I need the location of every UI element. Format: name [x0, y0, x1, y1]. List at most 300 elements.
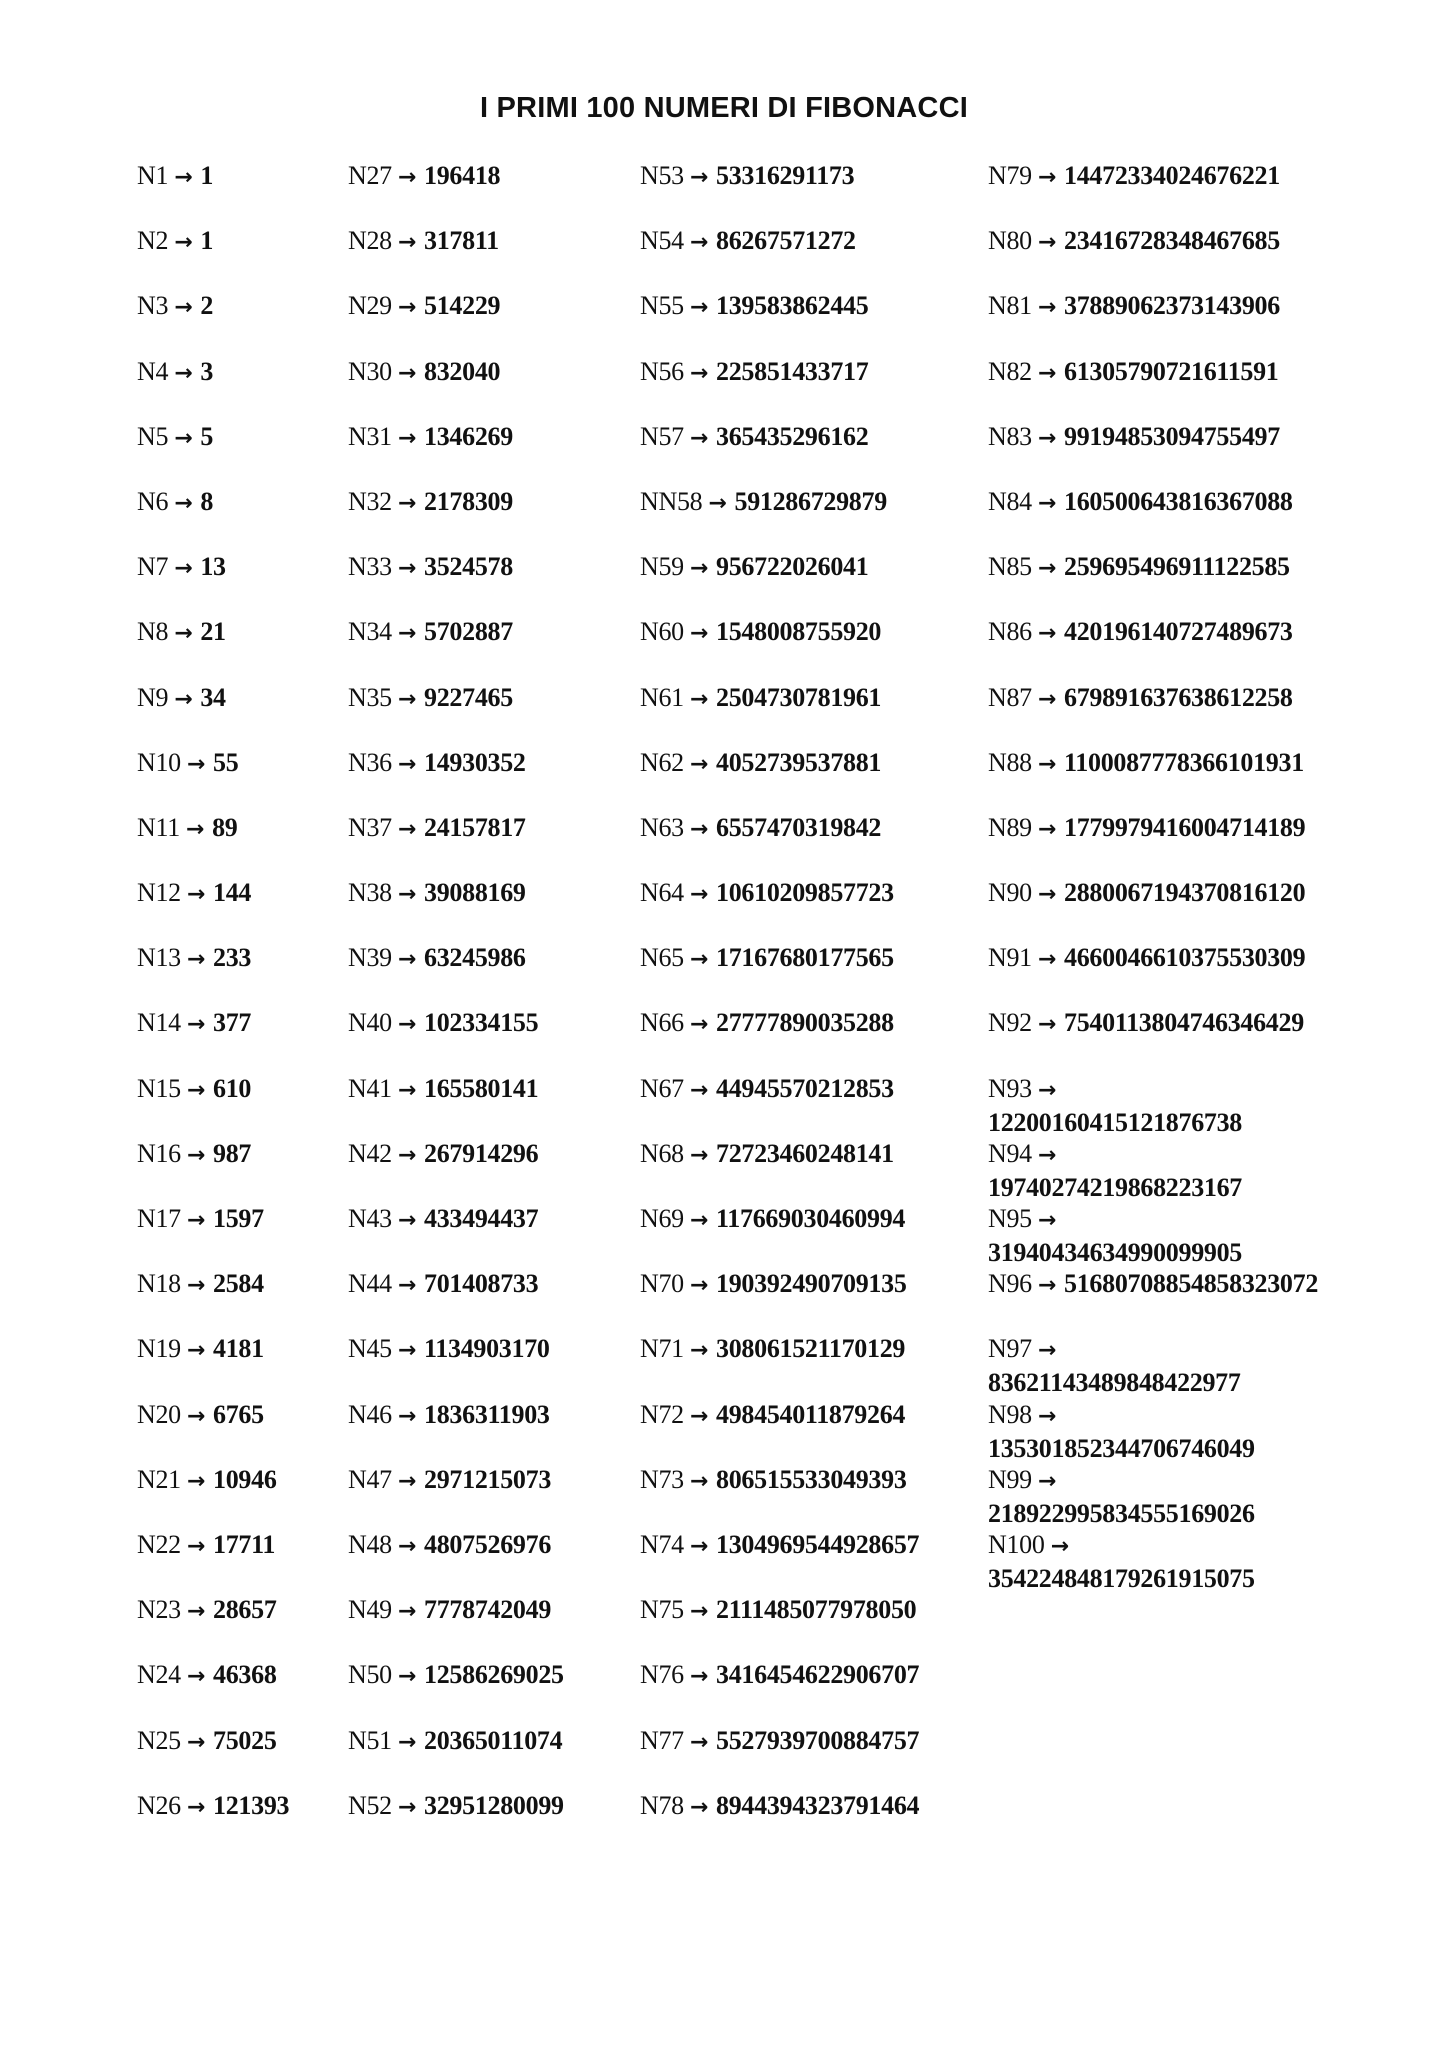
arrow-icon: →: [186, 751, 206, 777]
arrow-icon: →: [1037, 295, 1057, 321]
fibonacci-entry: [137, 877, 289, 942]
fibonacci-entry: [137, 1333, 289, 1398]
fibonacci-entry: [640, 1203, 919, 1268]
arrow-icon: →: [1050, 1533, 1069, 1559]
arrow-icon: →: [186, 1208, 206, 1233]
entry-value: 27777890035288: [716, 1008, 894, 1038]
entry-value: 89: [212, 812, 238, 842]
entry-value: 37889062373143906: [1064, 291, 1280, 321]
column-4: [988, 160, 1318, 1594]
arrow-icon: →: [1037, 360, 1057, 386]
fibonacci-entry: [988, 1529, 1318, 1594]
arrow-icon: →: [1037, 1468, 1057, 1494]
entry-label: N98: [988, 1399, 1032, 1429]
entry-label: N31: [348, 421, 392, 451]
entry-value: 8: [200, 486, 214, 516]
entry-value: 21: [200, 617, 226, 647]
arrow-icon: →: [186, 1403, 206, 1429]
fibonacci-entry: [348, 421, 564, 486]
fibonacci-entry: [348, 225, 564, 290]
fibonacci-entry: [137, 225, 289, 290]
entry-value: 2504730781961: [716, 682, 882, 712]
entry-label: N68: [640, 1138, 684, 1168]
entry-value: 12586269025: [424, 1660, 564, 1690]
entry-value: 160500643816367088: [1064, 486, 1293, 516]
fibonacci-entry: [348, 160, 564, 225]
fibonacci-entry: [640, 812, 919, 877]
entry-label: N35: [348, 682, 392, 712]
arrow-icon: →: [174, 230, 193, 256]
arrow-icon: →: [689, 816, 709, 842]
entry-value: 259695496911122585: [1064, 552, 1290, 582]
entry-label: N41: [348, 1073, 392, 1103]
entry-label: N61: [640, 682, 684, 712]
entry-label: N15: [137, 1073, 181, 1103]
entry-label: N65: [640, 943, 684, 973]
arrow-icon: →: [1037, 490, 1057, 516]
entry-label: N67: [640, 1073, 684, 1103]
entry-label: N38: [348, 878, 392, 908]
arrow-icon: →: [397, 621, 417, 647]
arrow-icon: →: [397, 1142, 417, 1168]
entry-label: N55: [640, 291, 684, 321]
entry-value: 86267571272: [716, 226, 856, 256]
fibonacci-entry: [137, 616, 289, 681]
fibonacci-entry: [137, 1725, 289, 1790]
entry-label: N20: [137, 1399, 181, 1429]
arrow-icon: →: [689, 1729, 709, 1755]
entry-value: 83621143489848422977: [988, 1368, 1241, 1398]
arrow-icon: →: [174, 621, 193, 647]
arrow-icon: →: [1037, 230, 1057, 256]
entry-label: N37: [348, 812, 392, 842]
arrow-icon: →: [397, 1273, 417, 1299]
entry-label: N22: [137, 1529, 181, 1559]
arrow-icon: →: [689, 165, 709, 190]
fibonacci-entry: [348, 1659, 564, 1724]
entry-label: N99: [988, 1464, 1032, 1494]
entry-label: N4: [137, 356, 169, 386]
entry-label: N97: [988, 1334, 1032, 1364]
fibonacci-entry: [988, 682, 1318, 747]
entry-value: 4660046610375530309: [1064, 943, 1306, 973]
entry-value: 34: [200, 682, 226, 712]
entry-value: 139583862445: [716, 291, 869, 321]
fibonacci-entry: [348, 1268, 564, 1333]
entry-value: 2: [200, 291, 214, 321]
arrow-icon: →: [397, 556, 417, 582]
entry-label: N52: [348, 1790, 392, 1820]
entry-value: 121393: [213, 1790, 290, 1820]
arrow-icon: →: [1037, 1077, 1057, 1103]
entry-value: 53316291173: [716, 161, 855, 190]
entry-value: 99194853094755497: [1064, 421, 1280, 451]
arrow-icon: →: [186, 1533, 206, 1559]
arrow-icon: →: [397, 295, 417, 321]
entry-value: 1304969544928657: [716, 1529, 920, 1559]
entry-value: 12200160415121876738: [988, 1107, 1243, 1137]
entry-value: 6765: [213, 1399, 264, 1429]
arrow-icon: →: [397, 165, 417, 190]
entry-value: 14930352: [424, 747, 526, 777]
entry-label: N83: [988, 421, 1032, 451]
arrow-icon: →: [397, 686, 417, 712]
entry-value: 14472334024676221: [1064, 161, 1280, 190]
fibonacci-entry: [988, 1203, 1318, 1268]
entry-label: N30: [348, 356, 392, 386]
arrow-icon: →: [186, 1729, 206, 1755]
column-2: [348, 160, 564, 1855]
fibonacci-entry: [988, 290, 1318, 355]
fibonacci-entry: [988, 356, 1318, 421]
entry-label: N79: [988, 161, 1032, 190]
entry-label: N27: [348, 161, 392, 190]
entry-value: 165580141: [424, 1073, 539, 1103]
entry-value: 679891637638612258: [1064, 682, 1293, 712]
arrow-icon: →: [689, 295, 709, 321]
arrow-icon: →: [397, 1403, 417, 1429]
entry-label: N92: [988, 1008, 1032, 1038]
arrow-icon: →: [186, 882, 206, 908]
arrow-icon: →: [689, 1664, 709, 1690]
fibonacci-entry: [348, 1399, 564, 1464]
arrow-icon: →: [689, 751, 709, 777]
arrow-icon: →: [186, 1794, 206, 1820]
arrow-icon: →: [174, 360, 193, 386]
entry-value: 13: [200, 552, 226, 582]
fibonacci-entry: [348, 1203, 564, 1268]
fibonacci-entry: [348, 877, 564, 942]
column-1: [137, 160, 289, 1855]
fibonacci-entry: [988, 812, 1318, 877]
fibonacci-entry: [988, 1268, 1318, 1333]
entry-value: 31940434634990099905: [988, 1238, 1243, 1267]
entry-value: 5: [200, 421, 214, 451]
entry-label: N16: [137, 1138, 181, 1168]
entry-value: 832040: [424, 356, 501, 386]
entry-label: N93: [988, 1073, 1032, 1103]
arrow-icon: →: [174, 556, 193, 582]
entry-label: N62: [640, 747, 684, 777]
entry-label: N12: [137, 878, 181, 908]
arrow-icon: →: [174, 490, 193, 516]
arrow-icon: →: [186, 1468, 206, 1494]
arrow-icon: →: [689, 1599, 709, 1625]
fibonacci-entry: [348, 747, 564, 812]
entry-value: 267914296: [424, 1138, 539, 1168]
column-3: [640, 160, 919, 1855]
entry-label: N17: [137, 1204, 181, 1233]
entry-label: N63: [640, 812, 684, 842]
arrow-icon: →: [174, 165, 193, 190]
entry-label: N84: [988, 486, 1032, 516]
arrow-icon: →: [689, 425, 709, 451]
entry-value: 1548008755920: [716, 617, 882, 647]
entry-value: 2584: [213, 1269, 264, 1299]
arrow-icon: →: [1037, 1012, 1057, 1038]
entry-label: N53: [640, 161, 684, 190]
entry-label: N66: [640, 1008, 684, 1038]
arrow-icon: →: [689, 621, 709, 647]
entry-value: 2111485077978050: [716, 1595, 917, 1625]
entry-label: N32: [348, 486, 392, 516]
arrow-icon: →: [397, 882, 417, 908]
arrow-icon: →: [689, 1468, 709, 1494]
arrow-icon: →: [689, 1208, 709, 1233]
arrow-icon: →: [397, 1012, 417, 1038]
fibonacci-entry: [348, 1725, 564, 1790]
entry-value: 308061521170129: [716, 1334, 906, 1364]
arrow-icon: →: [689, 686, 709, 712]
entry-value: 233: [213, 943, 252, 973]
fibonacci-entry: [137, 290, 289, 355]
fibonacci-entry: [640, 1464, 919, 1529]
entry-value: 63245986: [424, 943, 526, 973]
arrow-icon: →: [397, 230, 417, 256]
arrow-icon: →: [186, 1077, 206, 1103]
arrow-icon: →: [689, 882, 709, 908]
arrow-icon: →: [397, 1533, 417, 1559]
fibonacci-entry: [640, 1529, 919, 1594]
entry-label: N100: [988, 1529, 1045, 1559]
entry-value: 190392490709135: [716, 1269, 907, 1299]
fibonacci-entry: [640, 877, 919, 942]
fibonacci-entry: [640, 225, 919, 290]
arrow-icon: →: [397, 816, 417, 842]
entry-value: 1779979416004714189: [1064, 812, 1306, 842]
entry-value: 1346269: [424, 421, 513, 451]
entry-label: N28: [348, 226, 392, 256]
entry-value: 6557470319842: [716, 812, 882, 842]
arrow-icon: →: [689, 1338, 709, 1364]
entry-label: N87: [988, 682, 1032, 712]
arrow-icon: →: [186, 1012, 206, 1038]
entry-value: 20365011074: [424, 1725, 563, 1755]
page-title: I PRIMI 100 NUMERI DI FIBONACCI: [480, 92, 968, 124]
entry-value: 806515533049393: [716, 1464, 907, 1494]
entry-label: N19: [137, 1334, 181, 1364]
fibonacci-entry: [640, 1594, 919, 1659]
arrow-icon: →: [1037, 751, 1057, 777]
entry-label: N70: [640, 1269, 684, 1299]
entry-value: 1100087778366101931: [1064, 747, 1304, 777]
entry-value: 10610209857723: [716, 878, 894, 908]
entry-value: 8944394323791464: [716, 1790, 920, 1820]
entry-value: 4807526976: [424, 1529, 552, 1559]
arrow-icon: →: [397, 1599, 417, 1625]
entry-label: N46: [348, 1399, 392, 1429]
fibonacci-entry: [348, 1594, 564, 1659]
entry-value: 317811: [424, 226, 499, 256]
arrow-icon: →: [708, 490, 727, 516]
arrow-icon: →: [689, 360, 709, 386]
entry-label: N2: [137, 226, 169, 256]
arrow-icon: →: [174, 425, 193, 451]
entry-label: N95: [988, 1204, 1032, 1233]
fibonacci-entry: [640, 942, 919, 1007]
entry-label: N33: [348, 552, 392, 582]
entry-value: 17167680177565: [716, 943, 894, 973]
entry-label: N96: [988, 1269, 1032, 1299]
entry-value: 7778742049: [424, 1595, 552, 1625]
entry-value: 1: [200, 161, 214, 190]
entry-label: N76: [640, 1660, 684, 1690]
fibonacci-entry: [640, 682, 919, 747]
entry-label: N43: [348, 1204, 392, 1233]
fibonacci-entry: [988, 486, 1318, 551]
entry-value: 956722026041: [716, 552, 869, 582]
entry-value: 75025: [213, 1725, 277, 1755]
fibonacci-entry: [137, 1594, 289, 1659]
arrow-icon: →: [689, 947, 709, 973]
fibonacci-entry: [348, 1790, 564, 1855]
entry-label: N64: [640, 878, 684, 908]
entry-label: N9: [137, 682, 169, 712]
entry-value: 51680708854858323072: [1064, 1269, 1319, 1299]
fibonacci-entry: [640, 1268, 919, 1333]
entry-label: N8: [137, 617, 169, 647]
entry-label: N50: [348, 1660, 392, 1690]
entry-value: 28657: [213, 1595, 277, 1625]
entry-label: N81: [988, 291, 1032, 321]
entry-value: 1134903170: [424, 1334, 550, 1364]
fibonacci-entry: [988, 1138, 1318, 1203]
entry-label: N24: [137, 1660, 181, 1690]
arrow-icon: →: [689, 1533, 709, 1559]
fibonacci-entry: [137, 551, 289, 616]
arrow-icon: →: [1037, 621, 1057, 647]
fibonacci-entry: [137, 1790, 289, 1855]
fibonacci-entry: [137, 812, 289, 877]
fibonacci-entry: [348, 682, 564, 747]
entry-label: N6: [137, 486, 169, 516]
fibonacci-entry: [137, 1464, 289, 1529]
arrow-icon: →: [1037, 1403, 1057, 1429]
entry-label: N10: [137, 747, 181, 777]
entry-value: 72723460248141: [716, 1138, 894, 1168]
arrow-icon: →: [186, 947, 206, 973]
entry-value: 24157817: [424, 812, 526, 842]
entry-label: N47: [348, 1464, 392, 1494]
entry-value: 4181: [213, 1334, 264, 1364]
arrow-icon: →: [689, 1077, 709, 1103]
entry-label: N34: [348, 617, 392, 647]
entry-value: 39088169: [424, 878, 526, 908]
fibonacci-entry: [988, 877, 1318, 942]
entry-label: N57: [640, 421, 684, 451]
entry-value: 117669030460994: [716, 1204, 906, 1233]
entry-value: 196418: [424, 161, 501, 190]
arrow-icon: →: [1037, 556, 1057, 582]
entry-label: N7: [137, 552, 169, 582]
entry-value: 5527939700884757: [716, 1725, 920, 1755]
entry-value: 19740274219868223167: [988, 1172, 1243, 1202]
fibonacci-entry: [988, 1399, 1318, 1464]
fibonacci-entry: [137, 682, 289, 747]
arrow-icon: →: [1037, 1208, 1057, 1233]
entry-value: 10946: [213, 1464, 277, 1494]
entry-label: N1: [137, 161, 169, 190]
entry-label: N21: [137, 1464, 181, 1494]
entry-label: N78: [640, 1790, 684, 1820]
fibonacci-entry: [640, 421, 919, 486]
arrow-icon: →: [1037, 165, 1057, 190]
fibonacci-entry: [348, 1529, 564, 1594]
entry-label: N49: [348, 1595, 392, 1625]
fibonacci-entry: [988, 616, 1318, 681]
entry-value: 354224848179261915075: [988, 1563, 1255, 1593]
entry-value: 591286729879: [734, 486, 887, 516]
arrow-icon: →: [397, 1468, 417, 1494]
arrow-icon: →: [174, 295, 193, 321]
entry-value: 3524578: [424, 552, 513, 582]
arrow-icon: →: [397, 360, 417, 386]
entry-value: 514229: [424, 291, 501, 321]
entry-label: N88: [988, 747, 1032, 777]
fibonacci-entry: [988, 1007, 1318, 1072]
fibonacci-entry: [640, 616, 919, 681]
fibonacci-entry: [640, 551, 919, 616]
fibonacci-entry: [988, 225, 1318, 290]
fibonacci-entry: [988, 1333, 1318, 1398]
fibonacci-entry: [348, 551, 564, 616]
fibonacci-entry: [640, 356, 919, 421]
fibonacci-entry: [137, 942, 289, 1007]
entry-label: N91: [988, 943, 1032, 973]
entry-value: 2880067194370816120: [1064, 878, 1306, 908]
entry-value: 32951280099: [424, 1790, 564, 1820]
entry-value: 1836311903: [424, 1399, 550, 1429]
arrow-icon: →: [1037, 816, 1057, 842]
entry-label: N86: [988, 617, 1032, 647]
fibonacci-entry: [137, 1529, 289, 1594]
entry-label: NN58: [640, 486, 703, 516]
entry-value: 701408733: [424, 1269, 539, 1299]
arrow-icon: →: [1037, 1273, 1057, 1299]
arrow-icon: →: [397, 490, 417, 516]
entry-label: N60: [640, 617, 684, 647]
entry-label: N39: [348, 943, 392, 973]
fibonacci-entry: [348, 1007, 564, 1072]
entry-value: 433494437: [424, 1204, 539, 1233]
entry-label: N13: [137, 943, 181, 973]
entry-label: N54: [640, 226, 684, 256]
fibonacci-entry: [640, 1790, 919, 1855]
entry-label: N42: [348, 1138, 392, 1168]
entry-value: 2971215073: [424, 1464, 552, 1494]
entry-label: N77: [640, 1725, 684, 1755]
fibonacci-entry: [348, 812, 564, 877]
fibonacci-entry: [137, 1399, 289, 1464]
entry-label: N89: [988, 812, 1032, 842]
fibonacci-entry: [988, 1464, 1318, 1529]
entry-label: N82: [988, 356, 1032, 386]
entry-value: 102334155: [424, 1008, 539, 1038]
arrow-icon: →: [689, 230, 709, 256]
entry-value: 420196140727489673: [1064, 617, 1293, 647]
entry-label: N72: [640, 1399, 684, 1429]
fibonacci-entry: [137, 1138, 289, 1203]
arrow-icon: →: [397, 425, 417, 451]
arrow-icon: →: [689, 1273, 709, 1299]
arrow-icon: →: [397, 1794, 417, 1820]
entry-label: N51: [348, 1725, 392, 1755]
entry-value: 135301852344706746049: [988, 1433, 1255, 1463]
arrow-icon: →: [1037, 686, 1057, 712]
fibonacci-entry: [348, 942, 564, 1007]
entry-value: 46368: [213, 1660, 277, 1690]
entry-value: 365435296162: [716, 421, 869, 451]
